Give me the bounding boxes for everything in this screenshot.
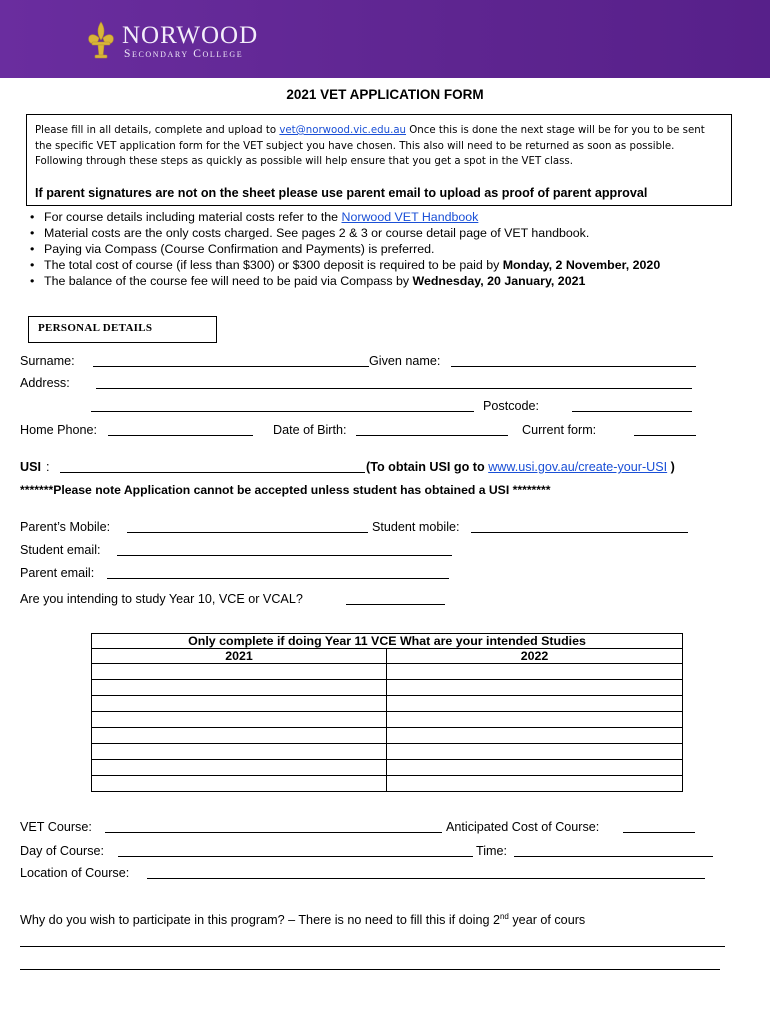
intro-text-after: Once this is done the next stage will be for you to be sent the specific VET application form for the VET subject you have chosen. This also will need to be returned as soon as possible. Following through these steps as quickly as possible will help ensure that you get a spot in the VET class. <box>35 125 705 168</box>
anticipated-cost-field[interactable] <box>623 832 695 833</box>
bullet-text: For course details including material costs refer to the <box>44 210 342 224</box>
table-row <box>92 776 683 792</box>
usi-hint-end: ) <box>667 460 675 474</box>
student-mobile-field[interactable] <box>471 532 688 533</box>
dob-label: Date of Birth: <box>273 423 347 437</box>
vet-email-link[interactable]: vet@norwood.vic.edu.au <box>279 125 407 136</box>
study-cell-2021[interactable] <box>92 712 387 728</box>
usi-hint-text <box>366 460 675 474</box>
parent-email-field[interactable] <box>107 578 449 579</box>
location-field[interactable] <box>147 878 705 879</box>
list-item <box>28 257 728 273</box>
list-item <box>28 209 728 225</box>
bullet-text: The balance of the course fee will need to be paid via Compass by <box>44 274 413 288</box>
student-mobile-label: Student mobile: <box>372 520 460 534</box>
column-header-2022: 2022 <box>387 649 683 664</box>
study-cell-2022[interactable] <box>387 760 683 776</box>
home-phone-label: Home Phone: <box>20 423 98 437</box>
usi-website-link[interactable]: www.usi.gov.au/create-your-USI <box>488 460 668 474</box>
location-label: Location of Course: <box>20 866 130 880</box>
study-cell-2022[interactable] <box>387 744 683 760</box>
study-cell-2021[interactable] <box>92 776 387 792</box>
table-row <box>92 744 683 760</box>
parent-signature-note: If parent signatures are not on the sheet please use parent email to upload as proof of parent approval <box>35 186 648 200</box>
vet-course-label: VET Course: <box>20 820 92 834</box>
study-cell-2021[interactable] <box>92 744 387 760</box>
school-header-banner <box>0 0 770 78</box>
intro-text-before: Please fill in all details, complete and upload to <box>35 125 280 136</box>
table-row <box>92 760 683 776</box>
vet-course-field[interactable] <box>105 832 442 833</box>
current-form-field[interactable] <box>634 435 696 436</box>
fleur-de-lis-icon <box>86 20 116 65</box>
usi-field[interactable] <box>60 472 365 473</box>
school-subtitle: Secondary College <box>124 48 244 60</box>
form-title: 2021 VET APPLICATION FORM <box>286 87 484 102</box>
column-header-2021: 2021 <box>92 649 387 664</box>
study-cell-2022[interactable] <box>387 712 683 728</box>
usi-label: USI <box>20 460 41 474</box>
surname-label: Surname: <box>20 354 75 368</box>
postcode-field[interactable] <box>572 411 692 412</box>
time-field[interactable] <box>514 856 713 857</box>
student-email-field[interactable] <box>117 555 452 556</box>
table-row <box>92 680 683 696</box>
anticipated-cost-label: Anticipated Cost of Course: <box>446 820 600 834</box>
address-field-line-1[interactable] <box>96 388 692 389</box>
study-cell-2022[interactable] <box>387 728 683 744</box>
table-row <box>92 664 683 680</box>
given-name-field[interactable] <box>451 366 696 367</box>
usi-requirement-note: *******Please note Application cannot be accepted unless student has obtained a USI ******** <box>20 483 551 497</box>
day-of-course-field[interactable] <box>118 856 473 857</box>
year-answer-field[interactable] <box>346 604 445 605</box>
study-cell-2022[interactable] <box>387 680 683 696</box>
vet-handbook-link[interactable]: Norwood VET Handbook <box>341 210 479 224</box>
intro-paragraph <box>35 123 723 170</box>
surname-field[interactable] <box>93 366 369 367</box>
list-item: • Material costs are the only costs charged. See pages 2 & 3 or course detail page of VET handbook. <box>28 225 728 241</box>
study-cell-2021[interactable] <box>92 728 387 744</box>
list-item <box>28 273 728 289</box>
study-cell-2022[interactable] <box>387 696 683 712</box>
study-cell-2021[interactable] <box>92 760 387 776</box>
why-answer-line-2[interactable] <box>20 969 720 970</box>
current-form-label: Current form: <box>522 423 597 437</box>
study-cell-2022[interactable] <box>387 664 683 680</box>
parent-mobile-label: Parent’s Mobile: <box>20 520 111 534</box>
study-cell-2021[interactable] <box>92 664 387 680</box>
study-cell-2021[interactable] <box>92 696 387 712</box>
usi-colon: : <box>46 460 50 474</box>
studies-caption-text: Only complete if doing Year 11 VCE What are your intended Studies <box>188 633 586 648</box>
usi-hint-start: (To obtain USI go to <box>366 460 489 474</box>
dob-field[interactable] <box>356 435 508 436</box>
home-phone-field[interactable] <box>108 435 253 436</box>
time-label: Time: <box>476 844 508 858</box>
intro-box <box>26 114 732 206</box>
school-name: NORWOOD <box>122 22 259 49</box>
parent-mobile-field[interactable] <box>127 532 368 533</box>
address-label: Address: <box>20 376 70 390</box>
deposit-due-date: Monday, 2 November, 2020 <box>502 258 661 272</box>
postcode-label: Postcode: <box>483 399 540 413</box>
why-answer-line-1[interactable] <box>20 946 725 947</box>
year-question-label: Are you intending to study Year 10, VCE or VCAL? <box>20 592 303 606</box>
study-cell-2022[interactable] <box>387 776 683 792</box>
why-participate-question <box>20 910 585 927</box>
table-row <box>92 728 683 744</box>
studies-table-caption <box>92 634 683 649</box>
why-question-sup: nd <box>499 912 509 921</box>
table-row <box>92 712 683 728</box>
personal-details-heading: PERSONAL DETAILS <box>28 316 217 343</box>
day-of-course-label: Day of Course: <box>20 844 104 858</box>
balance-due-date: Wednesday, 20 January, 2021 <box>412 274 586 288</box>
why-question-start: Why do you wish to participate in this program? – There is no need to fill this if doing 2 <box>20 913 500 928</box>
why-question-end: year of cours <box>508 913 586 928</box>
address-field-line-2[interactable] <box>91 411 474 412</box>
parent-email-label: Parent email: <box>20 566 95 580</box>
info-bullet-list <box>28 209 728 289</box>
intended-studies-table <box>91 633 683 792</box>
table-row <box>92 696 683 712</box>
given-name-label: Given name: <box>369 354 441 368</box>
student-email-label: Student email: <box>20 543 101 557</box>
list-item: • Paying via Compass (Course Confirmation and Payments) is preferred. <box>28 241 728 257</box>
study-cell-2021[interactable] <box>92 680 387 696</box>
bullet-text: The total cost of course (if less than $300) or $300 deposit is required to be paid by <box>44 258 503 272</box>
